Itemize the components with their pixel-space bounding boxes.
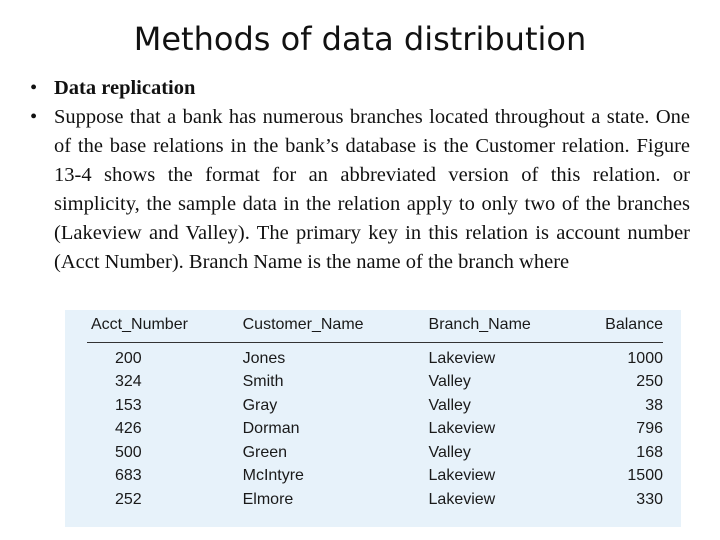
bullet-marker: • [30,106,38,128]
cell-customer-name: Jones [242,349,286,367]
bullet-item [30,74,690,103]
cell-balance: 796 [636,420,663,438]
table-row [87,394,663,418]
customer-table [87,316,663,512]
column-header-branch-name: Branch_Name [429,316,601,343]
cell-branch-name: Valley [428,396,471,414]
cell-customer-name: Elmore [242,490,294,508]
cell-balance: 38 [645,396,663,414]
cell-balance: 1500 [627,467,663,485]
cell-branch-name: Lakeview [428,420,496,438]
column-header-acct-number: Acct_Number [87,316,243,343]
cell-balance: 168 [636,443,663,461]
customer-relation-figure [65,310,681,527]
cell-acct-number: 500 [115,443,142,461]
cell-customer-name: Gray [242,396,278,414]
bullet-text: Data replication [54,77,196,99]
table-row [87,441,663,465]
cell-customer-name: McIntyre [242,467,304,485]
bullet-item [30,103,690,277]
cell-branch-name: Valley [428,373,471,391]
cell-acct-number: 252 [115,490,142,508]
cell-customer-name: Smith [242,373,284,391]
cell-balance: 250 [636,373,663,391]
cell-customer-name: Green [242,443,288,461]
cell-acct-number: 324 [115,373,142,391]
table-row [87,343,663,371]
cell-branch-name: Lakeview [428,349,496,367]
cell-acct-number: 683 [115,467,142,485]
table-header-row [87,316,663,343]
table-row [87,418,663,442]
column-header-customer-name: Customer_Name [243,316,429,343]
column-header-balance: Balance [600,316,663,343]
cell-branch-name: Valley [428,443,471,461]
bullet-marker: • [30,77,38,99]
cell-customer-name: Dorman [242,420,300,438]
cell-acct-number: 200 [115,349,142,367]
cell-branch-name: Lakeview [428,490,496,508]
table-row [87,465,663,489]
table-row [87,488,663,512]
cell-acct-number: 153 [115,396,142,414]
cell-balance: 330 [636,490,663,508]
slide-title: Methods of data distribution [133,20,587,58]
cell-branch-name: Lakeview [428,467,496,485]
cell-acct-number: 426 [115,420,142,438]
table-row [87,371,663,395]
bullet-text: Suppose that a bank has numerous branches located throughout a state. One of the base relations in the bank’s database is the Customer relation. Figure 13-4 shows the format for an abbreviated version of this relation. or simplicity, the sample data in the relation apply to only two of the branches (Lakeview and Valley). The primary key in this relation is account number (Acct Number). Branch Name is the name of the branch where [54,106,690,273]
bullet-list [30,74,690,306]
cell-balance: 1000 [627,349,663,367]
